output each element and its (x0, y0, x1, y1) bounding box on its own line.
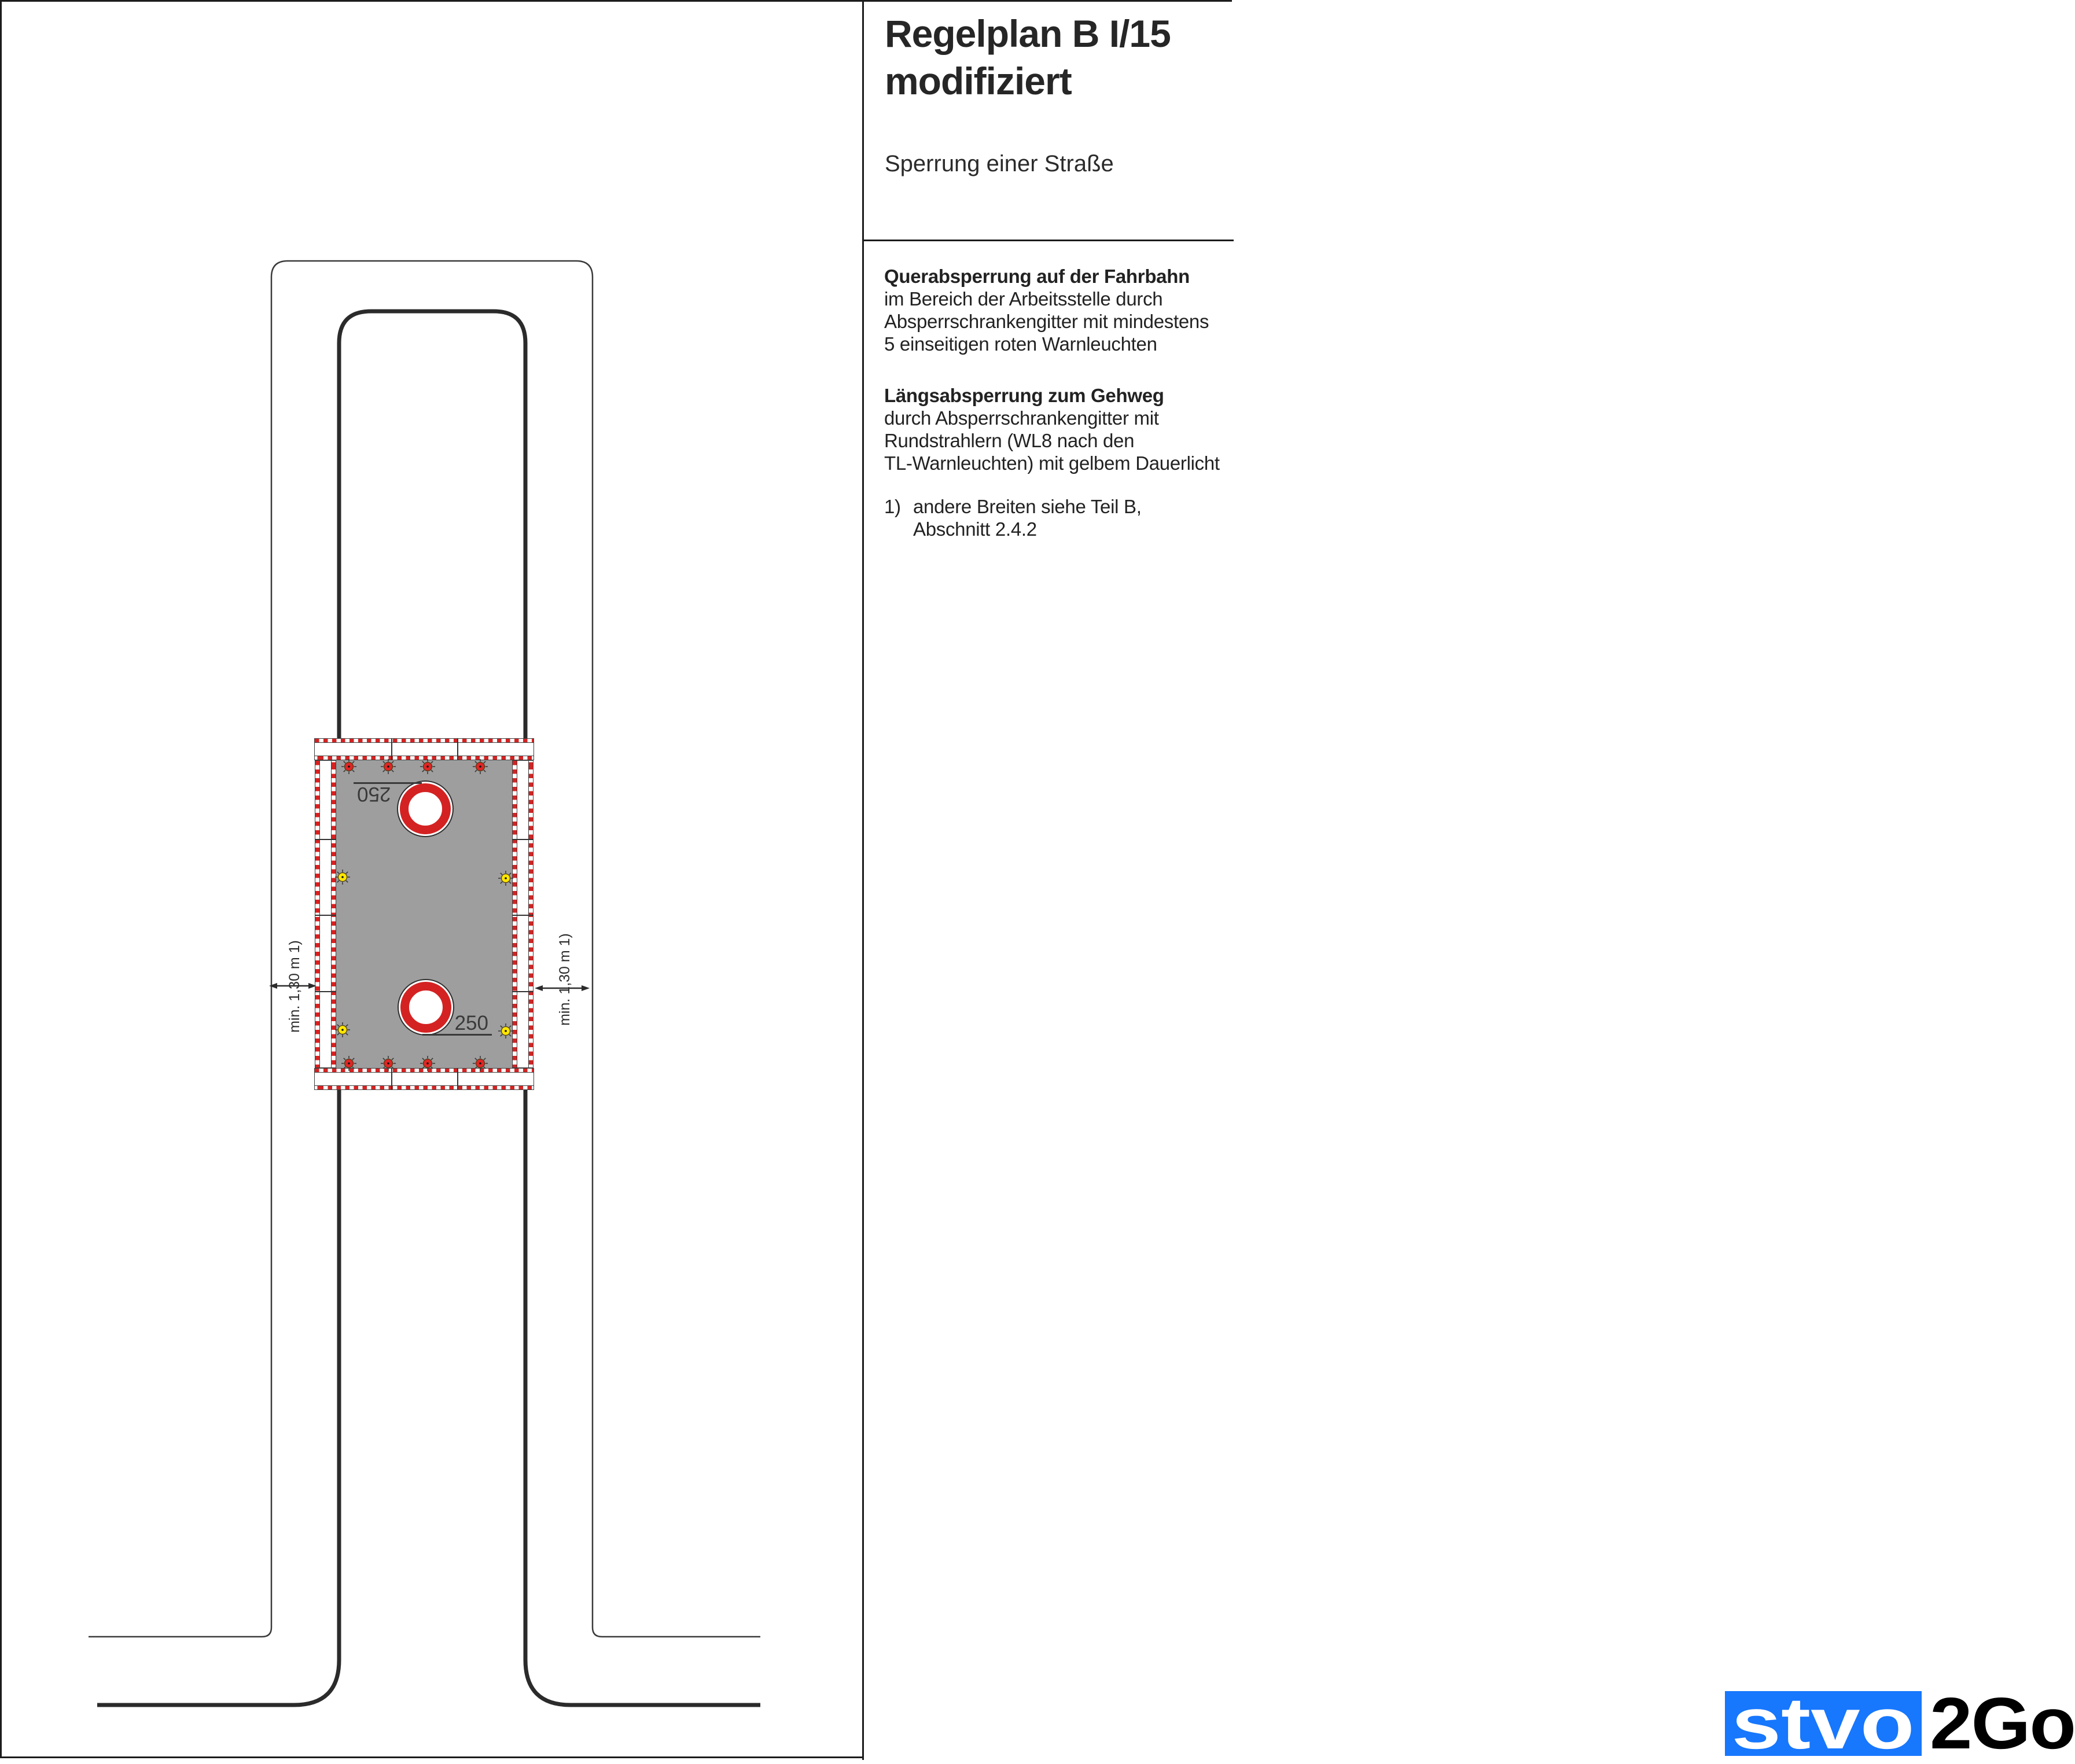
barrier-segment-divider (315, 991, 336, 992)
barrier-segment-divider (315, 839, 336, 840)
page-subtitle: Sperrung einer Straße (885, 151, 1114, 176)
note-line: Rundstrahlern (WL8 nach den (884, 430, 1135, 451)
note-line: TL-Warnleuchten) mit gelbem Dauerlicht (884, 452, 1220, 474)
note-longitudinal-barrier (884, 384, 1223, 474)
dimension-label-right: min. 1,30 m 1) (557, 933, 573, 1026)
red-warning-lamp-icon (380, 1055, 396, 1071)
barrier-stripe (512, 760, 517, 1068)
yellow-warning-lamp-icon (334, 1022, 351, 1038)
footnote (884, 495, 1223, 540)
red-warning-lamp-icon (380, 758, 396, 775)
logo-text-2go: 2Go (1930, 1682, 2075, 1764)
sign-number-label-bottom: 250 (422, 1012, 492, 1036)
dimension-label-left: min. 1,30 m 1) (286, 940, 303, 1033)
title-line1: Regelplan B I/15 (885, 12, 1171, 55)
note-cross-barrier (884, 265, 1223, 355)
red-warning-lamp-icon (420, 1055, 436, 1071)
note-heading: Querabsperrung auf der Fahrbahn (884, 266, 1190, 287)
barrier-stripe (314, 1085, 534, 1090)
barrier-rail (320, 760, 331, 1068)
red-warning-lamp-icon (341, 1055, 357, 1071)
footnote-marker: 1) (884, 496, 901, 517)
red-warning-lamp-icon (472, 1055, 488, 1071)
yellow-warning-lamp-icon (334, 869, 351, 885)
logo-text-stvo: stvo (1731, 1682, 1915, 1764)
longitudinal-barrier-left (315, 760, 336, 1068)
yellow-warning-lamp-icon (498, 1023, 514, 1039)
info-panel (862, 2, 2075, 1764)
red-warning-lamp-icon (420, 758, 436, 775)
note-heading: Längsabsperrung zum Gehweg (884, 385, 1164, 406)
title-line2: modifiziert (885, 60, 1072, 102)
barrier-stripe (528, 760, 534, 1068)
barrier-segment-divider (457, 738, 458, 760)
note-line: Absperrschrankengitter mit mindestens (884, 311, 1209, 332)
footnote-line: andere Breiten siehe Teil B, (913, 496, 1142, 517)
footnote-line: Abschnitt 2.4.2 (913, 518, 1037, 540)
barrier-segment-divider (512, 915, 534, 916)
traffic-plan-diagram (2, 2, 864, 1760)
barrier-rail (517, 760, 528, 1068)
barrier-segment-divider (457, 1068, 458, 1090)
barrier-stripe (315, 760, 320, 1068)
red-warning-lamp-icon (472, 758, 488, 775)
note-line: 5 einseitigen roten Warnleuchten (884, 333, 1157, 355)
note-line: durch Absperrschrankengitter mit (884, 407, 1159, 429)
logo-blue-box (1725, 1682, 1922, 1764)
cross-barrier-top (314, 738, 534, 760)
footnote-text (913, 495, 1142, 540)
page-title (885, 10, 1171, 105)
barrier-stripe (314, 738, 534, 743)
longitudinal-barrier-right (512, 760, 534, 1068)
red-warning-lamp-icon (341, 758, 357, 775)
stvo2go-logo (1725, 1682, 2075, 1764)
barrier-rail (314, 1073, 534, 1085)
panel-divider (864, 240, 1234, 241)
sign-number-label-top: 250 (354, 782, 422, 804)
barrier-rail (314, 743, 534, 756)
barrier-segment-divider (315, 915, 336, 916)
note-line: im Bereich der Arbeitsstelle durch (884, 288, 1163, 310)
barrier-segment-divider (512, 991, 534, 992)
yellow-warning-lamp-icon (498, 870, 514, 886)
barrier-segment-divider (391, 738, 392, 760)
barrier-segment-divider (512, 839, 534, 840)
notes-block (884, 265, 1223, 540)
